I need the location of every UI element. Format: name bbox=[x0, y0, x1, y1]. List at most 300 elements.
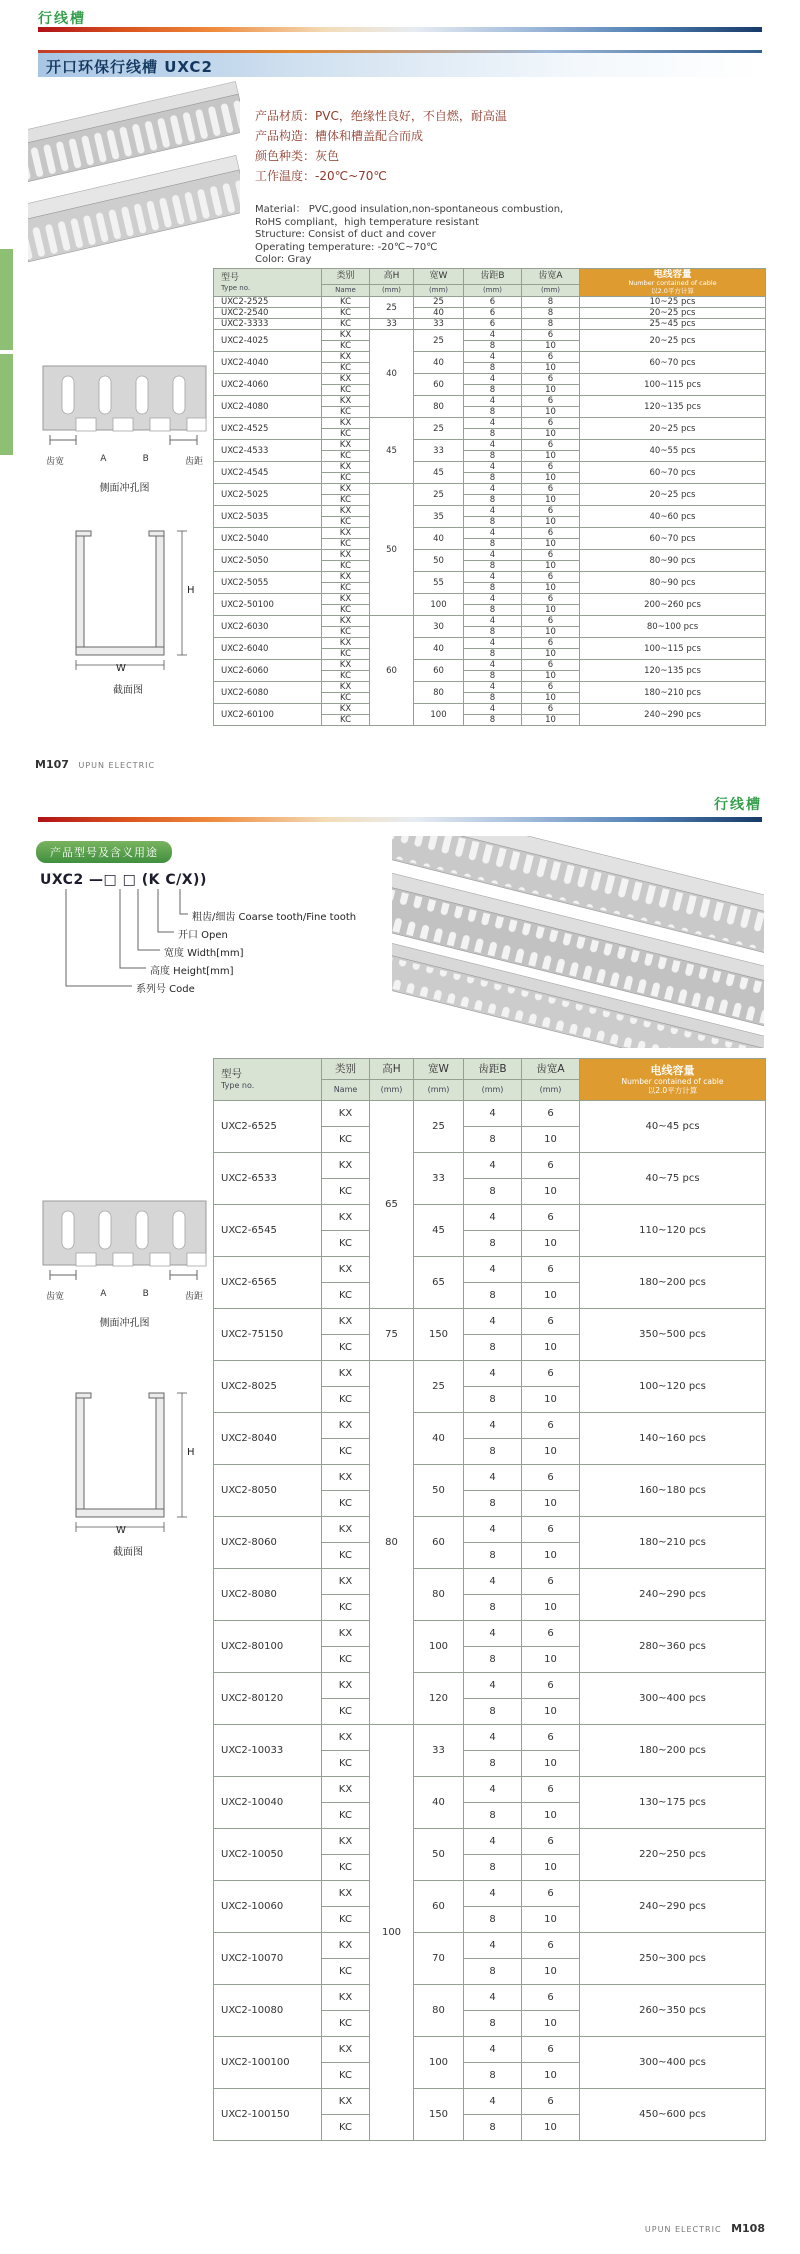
brand-name: UPUN ELECTRIC bbox=[78, 761, 156, 770]
cell-type: KC bbox=[322, 1439, 370, 1465]
cell-pitch-b: 8 bbox=[464, 605, 522, 616]
cell-tooth-a: 10 bbox=[522, 1283, 580, 1309]
cell-type: KC bbox=[322, 627, 370, 638]
cell-tooth-a: 10 bbox=[522, 363, 580, 374]
cell-model: UXC2-2525 bbox=[214, 297, 322, 308]
side-punch-svg bbox=[42, 365, 207, 449]
cell-type: KX bbox=[322, 1569, 370, 1595]
cell-tooth-a: 6 bbox=[522, 1569, 580, 1595]
cell-pitch-b: 4 bbox=[464, 1257, 522, 1283]
cell-tooth-a: 10 bbox=[522, 1127, 580, 1153]
cell-model: UXC2-10033 bbox=[214, 1725, 322, 1777]
cell-model: UXC2-5055 bbox=[214, 572, 322, 594]
cell-tooth-a: 10 bbox=[522, 517, 580, 528]
cell-type: KC bbox=[322, 561, 370, 572]
cell-pitch-b: 8 bbox=[464, 693, 522, 704]
product-photo bbox=[392, 836, 764, 1048]
cell-height: 45 bbox=[370, 418, 414, 484]
cell-capacity: 140~160 pcs bbox=[580, 1413, 766, 1465]
cell-type: KX bbox=[322, 1881, 370, 1907]
capacity-header-note: 以2.0平方计算 bbox=[651, 286, 694, 295]
cell-capacity: 240~290 pcs bbox=[580, 704, 766, 726]
cross-section-svg bbox=[58, 1385, 198, 1535]
cell-pitch-b: 8 bbox=[464, 1335, 522, 1361]
cell-tooth-a: 10 bbox=[522, 1543, 580, 1569]
spec-row bbox=[214, 1569, 766, 1595]
cell-model: UXC2-6545 bbox=[214, 1205, 322, 1257]
cross-section-svg bbox=[58, 523, 198, 673]
cell-type: KX bbox=[322, 1725, 370, 1751]
spec-row bbox=[214, 330, 766, 341]
cell-width: 55 bbox=[414, 572, 464, 594]
cell-model: UXC2-3333 bbox=[214, 319, 322, 330]
cell-model: UXC2-80120 bbox=[214, 1673, 322, 1725]
cell-type: KC bbox=[322, 539, 370, 550]
cell-type: KC bbox=[322, 495, 370, 506]
cell-capacity: 40~55 pcs bbox=[580, 440, 766, 462]
cell-type: KC bbox=[322, 1751, 370, 1777]
cell-width: 100 bbox=[414, 2037, 464, 2089]
cell-pitch-b: 8 bbox=[464, 385, 522, 396]
cell-tooth-a: 10 bbox=[522, 627, 580, 638]
cell-tooth-a: 10 bbox=[522, 1907, 580, 1933]
spec-row bbox=[214, 1153, 766, 1179]
col-header-mm: (mm) bbox=[464, 1080, 522, 1101]
cell-height: 80 bbox=[370, 1361, 414, 1725]
cell-pitch-b: 8 bbox=[464, 1907, 522, 1933]
cell-pitch-b: 8 bbox=[464, 627, 522, 638]
cell-capacity: 160~180 pcs bbox=[580, 1465, 766, 1517]
cell-pitch-b: 4 bbox=[464, 484, 522, 495]
side-punch-diagram bbox=[42, 1200, 207, 1329]
spec-row bbox=[214, 462, 766, 473]
cell-pitch-b: 8 bbox=[464, 715, 522, 726]
cell-tooth-a: 6 bbox=[522, 1465, 580, 1491]
dimension-w-label: W bbox=[116, 1525, 126, 1536]
cell-width: 40 bbox=[414, 1413, 464, 1465]
cell-capacity: 20~25 pcs bbox=[580, 484, 766, 506]
dimension-h-label: H bbox=[187, 585, 195, 596]
cell-model: UXC2-2540 bbox=[214, 308, 322, 319]
cell-type: KX bbox=[322, 330, 370, 341]
cell-height: 60 bbox=[370, 616, 414, 726]
col-header-model-en: Type no. bbox=[221, 1081, 255, 1090]
cell-type: KC bbox=[322, 1231, 370, 1257]
cell-type: KC bbox=[322, 1127, 370, 1153]
cell-pitch-b: 8 bbox=[464, 1959, 522, 1985]
capacity-header-cn: 电线容量 bbox=[650, 1063, 695, 1077]
cell-capacity: 120~135 pcs bbox=[580, 660, 766, 682]
cell-tooth-a: 6 bbox=[522, 1933, 580, 1959]
cell-tooth-a: 6 bbox=[522, 616, 580, 627]
cell-tooth-a: 6 bbox=[522, 660, 580, 671]
cell-pitch-b: 4 bbox=[464, 594, 522, 605]
col-header-mm: (mm) bbox=[370, 285, 414, 297]
cell-height: 75 bbox=[370, 1309, 414, 1361]
cell-model: UXC2-4080 bbox=[214, 396, 322, 418]
cell-tooth-a: 6 bbox=[522, 1881, 580, 1907]
spec-line: 产品构造：槽体和槽盖配合而成 bbox=[255, 129, 424, 143]
cell-pitch-b: 4 bbox=[464, 462, 522, 473]
col-header-mm: (mm) bbox=[522, 285, 580, 297]
col-header-tooth-a: 齿宽A bbox=[522, 269, 580, 285]
cell-pitch-b: 4 bbox=[464, 660, 522, 671]
cell-type: KX bbox=[322, 506, 370, 517]
page-footer bbox=[645, 2222, 765, 2235]
cell-tooth-a: 10 bbox=[522, 1231, 580, 1257]
dim-b-label: B bbox=[142, 1289, 149, 1299]
cell-tooth-a: 6 bbox=[522, 396, 580, 407]
cell-type: KC bbox=[322, 1335, 370, 1361]
cell-pitch-b: 4 bbox=[464, 572, 522, 583]
cell-tooth-a: 6 bbox=[522, 440, 580, 451]
cell-pitch-b: 8 bbox=[464, 1595, 522, 1621]
spec-row bbox=[214, 1465, 766, 1491]
cell-pitch-b: 4 bbox=[464, 1777, 522, 1803]
cell-tooth-a: 6 bbox=[522, 484, 580, 495]
cell-tooth-a: 10 bbox=[522, 1387, 580, 1413]
cell-tooth-a: 10 bbox=[522, 407, 580, 418]
col-header-capacity bbox=[580, 1059, 766, 1101]
cell-type: KX bbox=[322, 2089, 370, 2115]
cell-tooth-a: 6 bbox=[522, 1309, 580, 1335]
cell-tooth-a: 10 bbox=[522, 715, 580, 726]
cell-type: KX bbox=[322, 1361, 370, 1387]
cell-height: 33 bbox=[370, 319, 414, 330]
cell-tooth-a: 6 bbox=[522, 1621, 580, 1647]
cell-capacity: 300~400 pcs bbox=[580, 1673, 766, 1725]
cell-type: KC bbox=[322, 1803, 370, 1829]
cell-model: UXC2-4040 bbox=[214, 352, 322, 374]
cell-pitch-b: 4 bbox=[464, 704, 522, 715]
spec-row bbox=[214, 1829, 766, 1855]
table-body bbox=[214, 297, 766, 726]
tooth-pitch-label: 齿距 bbox=[184, 1292, 203, 1302]
cell-width: 80 bbox=[414, 1985, 464, 2037]
cell-tooth-a: 10 bbox=[522, 1491, 580, 1517]
edge-tab bbox=[0, 354, 13, 455]
col-header-model bbox=[214, 1059, 322, 1101]
cell-pitch-b: 4 bbox=[464, 2089, 522, 2115]
cell-capacity: 20~25 pcs bbox=[580, 330, 766, 352]
cell-capacity: 25~45 pcs bbox=[580, 319, 766, 330]
cell-pitch-b: 8 bbox=[464, 2063, 522, 2089]
cell-width: 100 bbox=[414, 594, 464, 616]
cell-width: 35 bbox=[414, 506, 464, 528]
cell-pitch-b: 4 bbox=[464, 1517, 522, 1543]
cell-pitch-b: 4 bbox=[464, 418, 522, 429]
cell-type: KC bbox=[322, 671, 370, 682]
legend-height: 高度 Height[mm] bbox=[150, 966, 234, 977]
cell-tooth-a: 10 bbox=[522, 341, 580, 352]
cell-pitch-b: 4 bbox=[464, 1881, 522, 1907]
cell-pitch-b: 8 bbox=[464, 583, 522, 594]
page-number: M107 bbox=[35, 758, 69, 771]
cell-pitch-b: 8 bbox=[464, 1855, 522, 1881]
col-header-type: 类别 bbox=[322, 1059, 370, 1080]
cell-capacity: 180~210 pcs bbox=[580, 1517, 766, 1569]
side-punch-svg bbox=[42, 1200, 207, 1284]
model-number-explanation bbox=[40, 872, 400, 1004]
cell-width: 60 bbox=[414, 1881, 464, 1933]
cell-height: 50 bbox=[370, 484, 414, 616]
cell-width: 50 bbox=[414, 550, 464, 572]
cell-type: KC bbox=[322, 2063, 370, 2089]
cell-pitch-b: 4 bbox=[464, 330, 522, 341]
cell-tooth-a: 10 bbox=[522, 2115, 580, 2141]
product-title: 开口环保行线槽 UXC2 bbox=[46, 58, 213, 76]
spec-row bbox=[214, 1517, 766, 1543]
cell-capacity: 40~75 pcs bbox=[580, 1153, 766, 1205]
diagram-caption: 截面图 bbox=[113, 685, 143, 696]
cell-pitch-b: 8 bbox=[464, 1543, 522, 1569]
cell-tooth-a: 10 bbox=[522, 1855, 580, 1881]
spec-row bbox=[214, 297, 766, 308]
cell-capacity: 240~290 pcs bbox=[580, 1881, 766, 1933]
spec-row bbox=[214, 506, 766, 517]
cell-model: UXC2-8080 bbox=[214, 1569, 322, 1621]
cell-width: 40 bbox=[414, 1777, 464, 1829]
cell-tooth-a: 6 bbox=[522, 682, 580, 693]
cell-type: KX bbox=[322, 528, 370, 539]
cell-type: KC bbox=[322, 2115, 370, 2141]
cell-type: KX bbox=[322, 1517, 370, 1543]
cell-width: 40 bbox=[414, 308, 464, 319]
model-formula: UXC2 —□ □ (K C/X)) bbox=[40, 872, 207, 888]
cell-width: 25 bbox=[414, 484, 464, 506]
cell-width: 40 bbox=[414, 528, 464, 550]
cell-type: KX bbox=[322, 1985, 370, 2011]
cell-tooth-a: 6 bbox=[522, 1205, 580, 1231]
cell-type: KX bbox=[322, 396, 370, 407]
spec-row bbox=[214, 1205, 766, 1231]
cell-width: 33 bbox=[414, 440, 464, 462]
spec-row bbox=[214, 550, 766, 561]
spec-row bbox=[214, 528, 766, 539]
cell-type: KX bbox=[322, 1413, 370, 1439]
cell-tooth-a: 10 bbox=[522, 1803, 580, 1829]
cell-type: KX bbox=[322, 1153, 370, 1179]
col-header-tooth-a: 齿宽A bbox=[522, 1059, 580, 1080]
page-number: M108 bbox=[731, 2222, 765, 2235]
side-punch-diagram bbox=[42, 365, 207, 494]
cell-capacity: 60~70 pcs bbox=[580, 462, 766, 484]
cell-tooth-a: 6 bbox=[522, 1725, 580, 1751]
cell-type: KX bbox=[322, 682, 370, 693]
cell-type: KX bbox=[322, 1933, 370, 1959]
cell-type: KX bbox=[322, 638, 370, 649]
cell-type: KC bbox=[322, 2011, 370, 2037]
cell-model: UXC2-10070 bbox=[214, 1933, 322, 1985]
dimension-row bbox=[42, 1289, 207, 1302]
table-head bbox=[214, 269, 766, 297]
cell-capacity: 220~250 pcs bbox=[580, 1829, 766, 1881]
cell-type: KX bbox=[322, 550, 370, 561]
cell-type: KX bbox=[322, 418, 370, 429]
cell-width: 33 bbox=[414, 1725, 464, 1777]
cell-width: 33 bbox=[414, 319, 464, 330]
cell-type: KX bbox=[322, 594, 370, 605]
cell-width: 60 bbox=[414, 660, 464, 682]
cell-tooth-a: 8 bbox=[522, 297, 580, 308]
legend-width: 宽度 Width[mm] bbox=[164, 948, 244, 959]
cell-tooth-a: 10 bbox=[522, 451, 580, 462]
cell-pitch-b: 4 bbox=[464, 616, 522, 627]
dimension-w-label: W bbox=[116, 663, 126, 674]
cell-pitch-b: 4 bbox=[464, 1933, 522, 1959]
cell-tooth-a: 6 bbox=[522, 1257, 580, 1283]
cell-tooth-a: 6 bbox=[522, 1777, 580, 1803]
spec-row bbox=[214, 1309, 766, 1335]
cell-tooth-a: 6 bbox=[522, 528, 580, 539]
legend-code: 系列号 Code bbox=[136, 984, 195, 995]
cell-width: 100 bbox=[414, 1621, 464, 1673]
cell-type: KX bbox=[322, 1101, 370, 1127]
cell-capacity: 130~175 pcs bbox=[580, 1777, 766, 1829]
cell-model: UXC2-75150 bbox=[214, 1309, 322, 1361]
cell-width: 25 bbox=[414, 418, 464, 440]
cell-pitch-b: 8 bbox=[464, 561, 522, 572]
cell-model: UXC2-10060 bbox=[214, 1881, 322, 1933]
cell-tooth-a: 6 bbox=[522, 704, 580, 715]
spec-row bbox=[214, 594, 766, 605]
cell-pitch-b: 8 bbox=[464, 2115, 522, 2141]
cell-pitch-b: 4 bbox=[464, 1621, 522, 1647]
dimension-row bbox=[42, 454, 207, 467]
spec-row bbox=[214, 484, 766, 495]
spec-row bbox=[214, 374, 766, 385]
cell-tooth-a: 10 bbox=[522, 1699, 580, 1725]
cell-tooth-a: 6 bbox=[522, 1101, 580, 1127]
cell-tooth-a: 10 bbox=[522, 583, 580, 594]
header-row bbox=[214, 269, 766, 285]
cell-height: 100 bbox=[370, 1725, 414, 2141]
cell-pitch-b: 8 bbox=[464, 451, 522, 462]
gradient-rule bbox=[38, 817, 762, 822]
cell-tooth-a: 10 bbox=[522, 1595, 580, 1621]
cell-tooth-a: 10 bbox=[522, 693, 580, 704]
dim-b-label: B bbox=[142, 454, 149, 464]
cell-type: KC bbox=[322, 1543, 370, 1569]
spec-row bbox=[214, 1985, 766, 2011]
cell-model: UXC2-5025 bbox=[214, 484, 322, 506]
cell-tooth-a: 10 bbox=[522, 429, 580, 440]
cell-model: UXC2-5050 bbox=[214, 550, 322, 572]
cell-pitch-b: 8 bbox=[464, 1491, 522, 1517]
cell-model: UXC2-4525 bbox=[214, 418, 322, 440]
cell-model: UXC2-4060 bbox=[214, 374, 322, 396]
cell-tooth-a: 6 bbox=[522, 1153, 580, 1179]
cross-section-diagram bbox=[58, 523, 198, 696]
cell-capacity: 20~25 pcs bbox=[580, 308, 766, 319]
cell-pitch-b: 8 bbox=[464, 1439, 522, 1465]
cell-width: 60 bbox=[414, 374, 464, 396]
cell-pitch-b: 8 bbox=[464, 495, 522, 506]
cell-type: KC bbox=[322, 385, 370, 396]
cell-pitch-b: 6 bbox=[464, 319, 522, 330]
cell-pitch-b: 8 bbox=[464, 1387, 522, 1413]
cell-width: 80 bbox=[414, 1569, 464, 1621]
cell-model: UXC2-8050 bbox=[214, 1465, 322, 1517]
cell-tooth-a: 10 bbox=[522, 649, 580, 660]
product-title-band bbox=[38, 50, 762, 77]
cell-pitch-b: 8 bbox=[464, 473, 522, 484]
spec-row bbox=[214, 1621, 766, 1647]
cell-width: 120 bbox=[414, 1673, 464, 1725]
cell-pitch-b: 4 bbox=[464, 682, 522, 693]
cell-pitch-b: 4 bbox=[464, 550, 522, 561]
legend-open: 开口 Open bbox=[178, 930, 228, 941]
cell-type: KX bbox=[322, 1777, 370, 1803]
col-header-height: 高H bbox=[370, 1059, 414, 1080]
cell-pitch-b: 8 bbox=[464, 517, 522, 528]
cell-width: 25 bbox=[414, 297, 464, 308]
spec-row bbox=[214, 1881, 766, 1907]
cell-tooth-a: 10 bbox=[522, 671, 580, 682]
spec-line: Material： PVC,good insulation,non-spontaneous combustion, bbox=[255, 204, 564, 215]
cell-type: KC bbox=[322, 693, 370, 704]
cell-model: UXC2-4545 bbox=[214, 462, 322, 484]
cell-width: 45 bbox=[414, 462, 464, 484]
cell-capacity: 100~120 pcs bbox=[580, 1361, 766, 1413]
cell-type: KX bbox=[322, 1257, 370, 1283]
spec-row bbox=[214, 1777, 766, 1803]
spec-row bbox=[214, 319, 766, 330]
col-header-model-en: Type no. bbox=[221, 283, 251, 292]
cell-capacity: 10~25 pcs bbox=[580, 297, 766, 308]
tooth-width-label: 齿宽 bbox=[46, 1292, 65, 1302]
cell-pitch-b: 4 bbox=[464, 1985, 522, 2011]
cell-tooth-a: 6 bbox=[522, 1985, 580, 2011]
cell-capacity: 260~350 pcs bbox=[580, 1985, 766, 2037]
col-header-pitch-b: 齿距B bbox=[464, 1059, 522, 1080]
cell-tooth-a: 10 bbox=[522, 1439, 580, 1465]
cell-type: KC bbox=[322, 1959, 370, 1985]
cell-pitch-b: 8 bbox=[464, 1803, 522, 1829]
cell-type: KX bbox=[322, 352, 370, 363]
cross-section-diagram bbox=[58, 1385, 198, 1558]
spec-row bbox=[214, 396, 766, 407]
duct-stack bbox=[392, 836, 764, 1048]
cell-type: KC bbox=[322, 583, 370, 594]
dim-a-label: A bbox=[100, 454, 107, 464]
spec-row bbox=[214, 440, 766, 451]
col-header-mm: (mm) bbox=[414, 1080, 464, 1101]
col-header-type: 类别 bbox=[322, 269, 370, 285]
cell-pitch-b: 4 bbox=[464, 1673, 522, 1699]
cell-capacity: 60~70 pcs bbox=[580, 528, 766, 550]
cell-pitch-b: 8 bbox=[464, 1283, 522, 1309]
cell-width: 50 bbox=[414, 1829, 464, 1881]
cell-pitch-b: 4 bbox=[464, 1413, 522, 1439]
cell-model: UXC2-6030 bbox=[214, 616, 322, 638]
cell-model: UXC2-10080 bbox=[214, 1985, 322, 2037]
cell-width: 50 bbox=[414, 1465, 464, 1517]
section-label: 行线槽 bbox=[714, 797, 762, 813]
cell-pitch-b: 4 bbox=[464, 638, 522, 649]
cell-pitch-b: 8 bbox=[464, 407, 522, 418]
col-header-width: 宽W bbox=[414, 269, 464, 285]
cell-tooth-a: 6 bbox=[522, 2037, 580, 2063]
cell-pitch-b: 4 bbox=[464, 1153, 522, 1179]
cell-width: 25 bbox=[414, 1361, 464, 1413]
cell-width: 150 bbox=[414, 1309, 464, 1361]
col-header-height: 高H bbox=[370, 269, 414, 285]
cell-tooth-a: 8 bbox=[522, 319, 580, 330]
spec-line: Color: Gray bbox=[255, 254, 312, 265]
cell-pitch-b: 4 bbox=[464, 1205, 522, 1231]
spec-table-2 bbox=[213, 1058, 766, 2141]
